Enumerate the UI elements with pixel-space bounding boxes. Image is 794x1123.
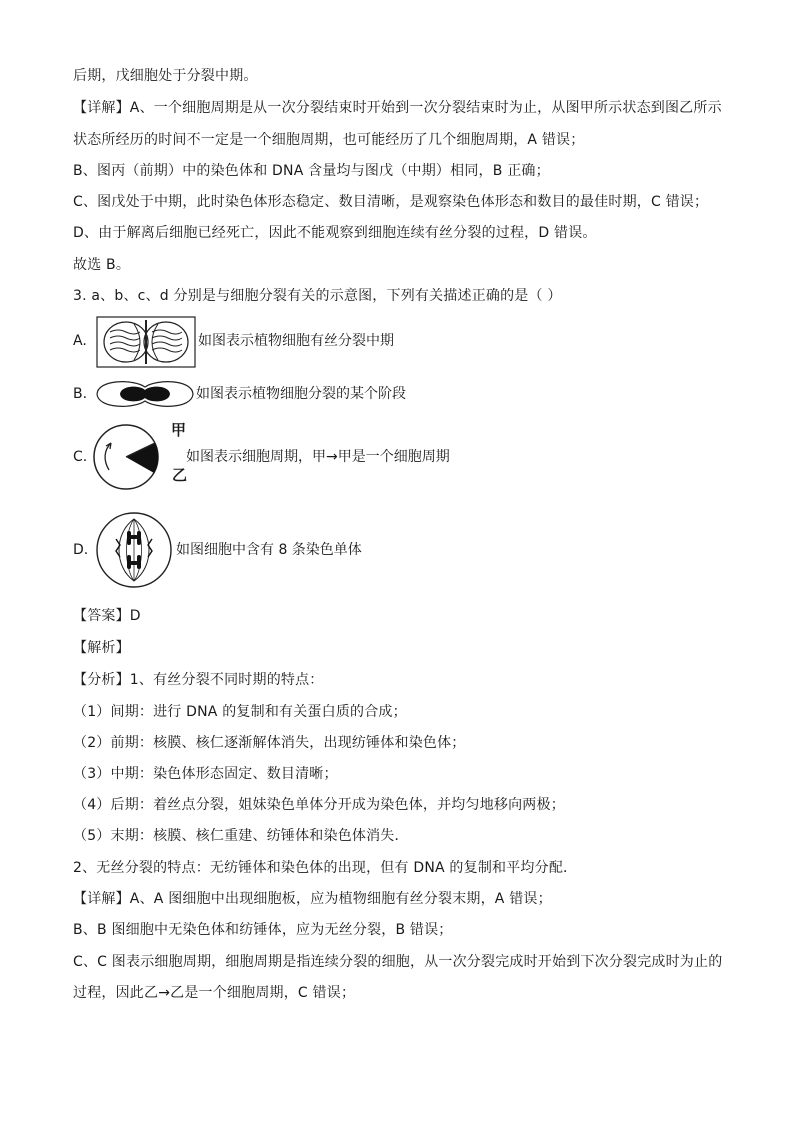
text-line: 状态所经历的时间不一定是一个细胞周期，也可能经历了几个细胞周期，A 错误； bbox=[73, 132, 585, 148]
answer-line: 【答案】D bbox=[73, 608, 141, 624]
text-line: 【详解】A、A 图细胞中出现细胞板，应为植物细胞有丝分裂末期，A 错误； bbox=[73, 891, 552, 907]
plant-cell-cell-plate-figure bbox=[96, 316, 196, 368]
label-yi: 乙 bbox=[172, 466, 188, 484]
text-line: （2）前期：核膜、核仁逐渐解体消失，出现纺锤体和染色体； bbox=[73, 735, 466, 751]
option-c-text: 如图表示细胞周期，甲→甲是一个细胞周期 bbox=[186, 449, 450, 465]
text-line: 【详解】A、一个细胞周期是从一次分裂结束时开始到一次分裂结束时为止，从图甲所示状态到图乙所示 bbox=[73, 100, 722, 116]
text-line: 过程，因此乙→乙是一个细胞周期，C 错误； bbox=[73, 985, 356, 1001]
option-d-text: 如图细胞中含有 8 条染色单体 bbox=[176, 542, 362, 558]
text-line: （5）末期：核膜、核仁重建、纺锤体和染色体消失． bbox=[73, 828, 409, 844]
text-line: 【分析】1、有丝分裂不同时期的特点： bbox=[73, 672, 324, 688]
analysis-heading: 【解析】 bbox=[73, 640, 130, 656]
text-line: （4）后期：着丝点分裂，姐妹染色单体分开成为染色体，并均匀地移向两极； bbox=[73, 797, 565, 813]
option-c-letter: C. bbox=[73, 449, 88, 465]
text-line: B、B 图细胞中无染色体和纺锤体，应为无丝分裂，B 错误； bbox=[73, 922, 453, 938]
text-line: 2、无丝分裂的特点：无纺锤体和染色体的出现，但有 DNA 的复制和平均分配． bbox=[73, 860, 578, 876]
text-line: （1）间期：进行 DNA 的复制和有关蛋白质的合成； bbox=[73, 704, 407, 720]
text-line: D、由于解离后细胞已经死亡，因此不能观察到细胞连续有丝分裂的过程，D 错误。 bbox=[73, 225, 597, 241]
option-a-text: 如图表示植物细胞有丝分裂中期 bbox=[198, 333, 394, 349]
option-d-letter: D. bbox=[73, 542, 89, 558]
label-jia: 甲 bbox=[171, 421, 187, 439]
metaphase-spindle-cell-figure bbox=[94, 511, 174, 589]
text-line: B、图丙（前期）中的染色体和 DNA 含量均与图戊（中期）相同，B 正确； bbox=[73, 163, 550, 179]
cell-cycle-pie-figure bbox=[92, 414, 164, 498]
option-a-letter: A. bbox=[73, 333, 87, 349]
option-b-letter: B. bbox=[73, 386, 88, 402]
text-line: （3）中期：染色体形态固定、数目清晰； bbox=[73, 766, 338, 782]
option-b-text: 如图表示植物细胞分裂的某个阶段 bbox=[196, 386, 406, 402]
amitosis-cell-figure bbox=[94, 380, 196, 408]
text-line: 后期，戊细胞处于分裂中期。 bbox=[73, 68, 258, 84]
text-line: C、C 图表示细胞周期，细胞周期是指连续分裂的细胞，从一次分裂完成时开始到下次分裂完成时为止的 bbox=[73, 954, 723, 970]
text-line: C、图戊处于中期，此时染色体形态稳定、数目清晰，是观察染色体形态和数目的最佳时期，C 错误； bbox=[73, 194, 709, 210]
text-line: 故选 B。 bbox=[73, 257, 131, 273]
question-stem: 3. a、b、c、d 分别是与细胞分裂有关的示意图，下列有关描述正确的是（ ） bbox=[73, 288, 562, 304]
